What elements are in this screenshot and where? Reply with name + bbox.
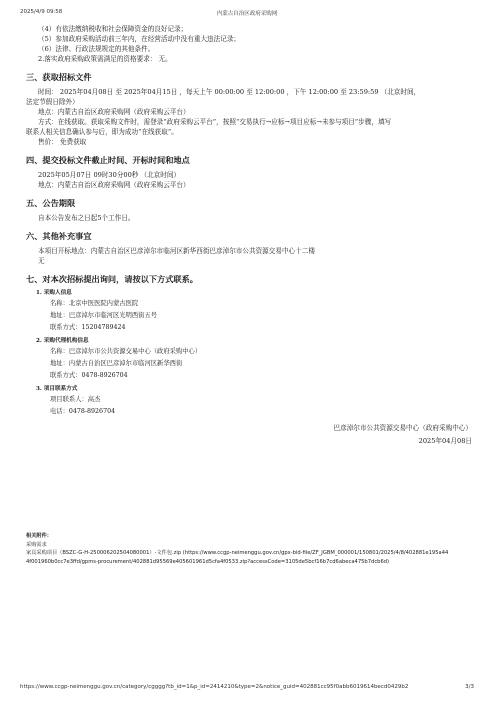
attachment-link-line2[interactable]: 4f001960b0cc7e3ffd/gpms-procurement/402881d95569e405601961d5cfa4f0533.zip?accessCode=3105de5bcf16b7cd6abeca475b7dcb6d) [26,558,390,565]
page-url: https://www.ccgp-neimenggu.gov.cn/category/cgggg?tb_id=1&p_id=2414210&type=2&notice_guid=402881cc95f0abb6019614becd0429b2 [20,684,409,690]
agency-info-title: 2. 采购代理机构信息 [36,338,89,344]
page-number: 3/3 [465,684,474,690]
project-contact-title: 3. 项目联系方式 [36,386,78,392]
section-heading-other: 六、其他补充事宜 [26,231,92,241]
signature-date: 2025年04月08日 [418,437,472,445]
bid-opening-location: 本项目开标地点：内蒙古自治区巴彦淖尔市临河区新华西街巴彦淖尔市公共资源交易中心十二楼 [38,247,315,255]
get-docs-time-line2: 法定节假日除外） [26,98,79,106]
document-body [26,24,476,448]
agency-address: 地址：内蒙古自治区巴彦淖尔市临河区新华西街 [50,360,183,367]
section-heading-contact: 七、对本次招标提出询问，请按以下方式联系。 [26,274,198,284]
attachments [26,532,474,566]
site-title: 内蒙古自治区政府采购网 [216,11,278,17]
purchaser-address: 地址：巴彦淖尔市临河区光明西街五号 [50,312,158,319]
print-datetime: 2025/4/9 09:58 [20,9,63,15]
other-none: 无 [38,257,45,265]
signature-org: 巴彦淖尔市公共资源交易中心（政府采购中心） [333,424,472,432]
attachment-link-line1[interactable]: 家具采购项目（BSZC-G-H-250006202504080001）-文件包.zip (https://www.ccgp-neimenggu.gov.cn/gpx-bid-file/ZF_JGBM_000001/150801/2025/4/8/402881e195a44 [26,550,449,556]
qualification-item-5: （5）参加政府采购活动前三年内，在经营活动中没有重大违法记录； [38,35,241,43]
attachment-link[interactable] [26,549,474,566]
get-docs-time-line1: 时间： 2025年04月08日 至 2025年04月15日 ，每天上午 00:00:00 至 12:00:00 ，下午 12:00:00 至 23:59:59 （北京时间， [38,88,421,96]
deadline-time: 2025年05月07日 09时30分00秒 （北京时间） [38,171,181,179]
attachments-title: 相关附件： [26,533,52,539]
agency-name: 名称：巴彦淖尔市公共资源交易中心（政府采购中心） [50,348,202,355]
deadline-location: 地点：内蒙古自治区政府采购网（政府采购云平台） [38,181,190,189]
section-heading-get-docs: 三、获取招标文件 [26,72,92,82]
policy-requirement: 2.落实政府采购政策需满足的资格要求： 无。 [38,55,172,63]
agency-contact: 联系方式：0478-8926704 [50,372,128,379]
purchaser-name: 名称：北京中医医院内蒙古医院 [50,300,139,307]
get-docs-price: 售价： 免费获取 [38,138,87,146]
attachments-label: 采购需求 [26,541,47,548]
get-docs-location: 地点：内蒙古自治区政府采购网（政府采购云平台） [38,108,190,116]
project-contact-person: 项目联系人：高杰 [50,396,101,403]
get-docs-method-line2: 联系人相关信息确认参与后，即为成功“在线获取”。 [26,128,178,136]
get-docs-method-line1: 方式：在线获取。获取采购文件时，需登录“政府采购云平台”，按照“交易执行→应标→项目应标→未参与项目”步骤，填写 [38,118,392,126]
section-heading-deadline: 四、提交投标文件截止时间、开标时间和地点 [26,155,190,165]
qualification-item-4: （4）有依法缴纳税收和社会保障资金的良好记录； [38,25,188,33]
purchaser-info-title: 1. 采购人信息 [36,290,72,296]
section-heading-notice-period: 五、公告期限 [26,198,76,208]
project-contact-phone: 电话：0478-8926704 [50,408,116,415]
purchaser-contact: 联系方式：15204789424 [50,324,126,331]
qualification-item-6: （6）法律、行政法规规定的其他条件。 [38,45,155,53]
notice-period-text: 自本公告发布之日起5个工作日。 [38,214,135,222]
